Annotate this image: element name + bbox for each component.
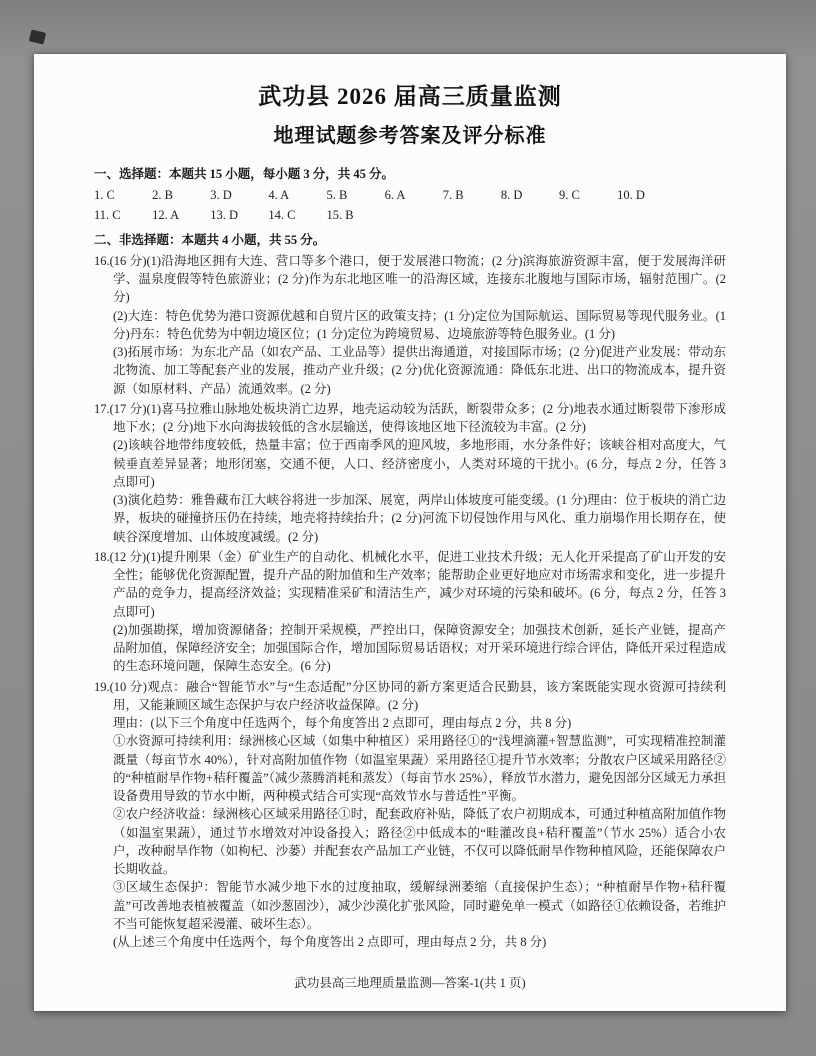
mc-answer-3: 3. D — [210, 188, 232, 203]
question-18-paragraph-2: (2)加强勘探，增加资源储备；控制开采规模，严控出口，保障资源安全；加强技术创新，延长产业链，提高产品附加值，保障经济安全；加强国际合作，增加国际贸易话语权；对开采环境进行综合评估，降低开采过程造成的生态环境问题，保障生态安全。(6 分) — [113, 622, 726, 674]
mc-answers-row1 — [94, 186, 726, 204]
question-19-paragraph-4: ②农户经济收益：绿洲核心区域采用路径①时，配套政府补贴，降低了农户初期成本，可通过种植高附加值作物（如温室果蔬），通过节水增效对冲设备投入；路径②中低成本的“畦灌改良+秸秆覆盖”（节水 25%）适合小农户，改种耐旱作物（如枸杞、沙蒌）并配套农产品加工产业链，不仅可以降低耐旱作物种植风险，还能保障农户长期收益。 — [113, 807, 726, 877]
section1-header: 一、选择题：本题共 15 小题，每小题 3 分，共 45 分。 — [94, 166, 395, 181]
document-page — [34, 54, 786, 1011]
mc-answer-14: 14. C — [268, 208, 296, 223]
question-19-paragraph-6: (从上述三个角度中任选两个，每个角度答出 2 点即可，理由每点 2 分，共 8 分) — [113, 935, 547, 950]
question-17 — [94, 400, 726, 546]
mc-answer-15: 15. B — [326, 208, 354, 223]
mc-answer-11: 11. C — [94, 208, 121, 223]
question-16-paragraph-2: (2)大连：特色优势为港口资源优越和自贸片区的政策支持；(1 分)定位为国际航运、国际贸易等现代服务业。(1 分)丹东：特色优势为中朝边境区位；(1 分)定位为跨境贸易、边境旅游等特色服务业。(1 分) — [113, 308, 726, 341]
mc-answer-13: 13. D — [210, 208, 239, 223]
question-16 — [94, 252, 726, 398]
mc-answer-1: 1. C — [94, 188, 115, 203]
question-19-paragraph-5: ③区域生态保护：智能节水减少地下水的过度抽取，缓解绿洲萎缩（直接保护生态）；“种植耐旱作物+秸秆覆盖”可改善地表植被覆盖（如沙葱固沙），减少沙漠化扩张风险，同时避免单一模式（如路径①依赖设备，若维护不当可能恢复超采漫灌、破坏生态）。 — [113, 880, 726, 931]
mc-answers-row2 — [94, 206, 726, 224]
question-19 — [94, 678, 726, 952]
page-title: 武功县 2026 届高三质量监测 — [258, 84, 562, 109]
question-18-paragraph-1: 18.(12 分)(1)提升刚果（金）矿业生产的自动化、机械化水平，促进工业技术升级；无人化开采提高了矿山开发的安全性；能够优化资源配置，提升产品的附加值和生产效率；能帮助企业更好地应对市场需求和变化，进一步提升产品的竞争力，提高经济效益；实现精准采矿和清洁生产，减少对环境的污染和破坏。(6 分，每点 2 分，任答 3 点即可) — [94, 549, 726, 619]
mc-answer-10: 10. D — [617, 188, 645, 203]
question-18 — [94, 548, 726, 676]
question-17-paragraph-1: 17.(17 分)(1)喜马拉雅山脉地处板块消亡边界，地壳运动较为活跃，断裂带众多；(2 分)地表水通过断裂带下渗形成地下水；(2 分)地下水向海拔较低的含水层输送，使得该地区地下径流较为丰富。(2 分) — [94, 401, 726, 435]
mc-answer-12: 12. A — [152, 208, 180, 223]
question-16-paragraph-3: (3)拓展市场：为东北产品（如农产品、工业品等）提供出海通道，对接国际市场；(2 分)促进产业发展：带动东北物流、加工等配套产业的发展，推动产业升级；(2 分)优化资源流通：降低东北进、出口的物流成本，提升资源（如原材料、产品）流通效率。(2 分) — [113, 345, 726, 396]
mc-answer-9: 9. C — [559, 188, 580, 203]
page-subtitle: 地理试题参考答案及评分标准 — [273, 124, 547, 147]
page-footer: 武功县高三地理质量监测—答案-1(共 1 页) — [294, 976, 526, 990]
mc-answer-7: 7. B — [442, 188, 464, 203]
mc-answer-2: 2. B — [152, 188, 173, 203]
question-16-paragraph-1: 16.(16 分)(1)沿海地区拥有大连、营口等多个港口，便于发展港口物流；(2 分)滨海旅游资源丰富，便于发展海洋研学、温泉度假等特色旅游业；(2 分)作为东北地区唯一的沿海区域，连接东北腹地与国际市场，辐射范围广。(2 分) — [94, 253, 726, 305]
question-17-paragraph-2: (2)该峡谷地带纬度较低，热量丰富；位于西南季风的迎风坡，多地形雨，水分条件好；该峡谷相对高度大，气候垂直差异显著；地形闭塞，交通不便，人口、经济密度小，人类对环境的干扰小。(6 分，每点 2 分，任答 3 点即可) — [113, 438, 726, 489]
mc-answer-4: 4. A — [268, 188, 290, 203]
question-19-paragraph-3: ①水资源可持续利用：绿洲核心区域（如集中种植区）采用路径①的“浅埋滴灌+智慧监测”，可实现精准控制灌溉量（每亩节水 40%），针对高附加值作物（如温室果蔬）采用路径①提升节水效率；分散农户区域采用路径②的“种植耐旱作物+秸秆覆盖”（减少蒸腾消耗和蒸发）（每亩节水 25%），释放节水潜力，避免因部分区域无力承担设备费用导致的节水中断，两种模式结合可实现“高效节水与普适性”平衡。 — [113, 734, 726, 804]
section2-header: 二、非选择题：本题共 4 小题，共 55 分。 — [94, 232, 326, 247]
mc-answer-8: 8. D — [500, 188, 523, 203]
mc-answer-5: 5. B — [326, 188, 348, 203]
question-17-paragraph-3: (3)演化趋势：雅鲁藏布江大峡谷将进一步加深、展宽，两岸山体坡度可能变缓。(1 分)理由：位于板块的消亡边界，板块的碰撞挤压仍在持续，地壳将持续抬升；(2 分)河流下切侵蚀作用与风化、重力崩塌作用长期存在，使峡谷深度增加、山体坡度减缓。(2 分) — [113, 493, 726, 544]
scan-artifact — [29, 29, 46, 44]
mc-answer-6: 6. A — [384, 188, 406, 203]
question-19-paragraph-1: 19.(10 分)观点：融合“智能节水”与“生态适配”分区协同的新方案更适合民勤县，该方案既能实现水资源可持续利用，又能兼顾区域生态保护与农户经济收益保障。(2 分) — [94, 679, 726, 712]
document-content — [34, 54, 786, 951]
question-19-paragraph-2: 理由：(以下三个角度中任选两个，每个角度答出 2 点即可，理由每点 2 分，共 8 分) — [113, 716, 572, 731]
